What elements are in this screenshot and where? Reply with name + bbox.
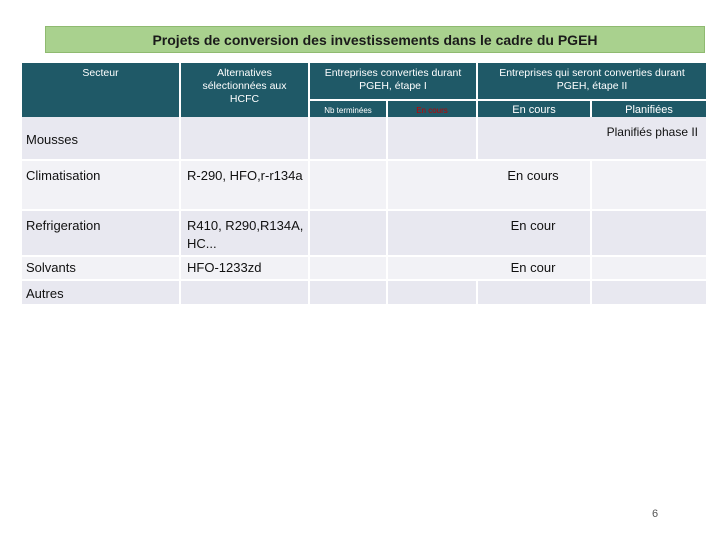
col-divider [590, 161, 592, 209]
table-row [22, 159, 706, 209]
table-row [22, 209, 706, 255]
cell-alternatives: HFO-1233zd [179, 253, 308, 283]
header-etape1-encours: En cours [386, 99, 476, 117]
cell-secteur: Climatisation [26, 168, 101, 183]
col-divider [179, 281, 181, 304]
col-divider [476, 117, 478, 159]
table-row [22, 117, 706, 159]
cell-secteur: Mousses [26, 132, 79, 147]
col-divider [590, 257, 592, 279]
cell-status: En cour [510, 260, 556, 275]
header-secteur: Secteur [22, 63, 179, 117]
cell-note-planifies: Planifiés phase II [606, 125, 698, 139]
col-divider [308, 117, 310, 159]
page-number: 6 [652, 508, 659, 520]
cell-secteur: Refrigeration [26, 218, 101, 233]
cell-status: En cours [507, 168, 559, 183]
col-divider [386, 117, 388, 159]
header-etape1: Entreprises converties durant PGEH, étape I [308, 63, 476, 99]
col-divider [308, 161, 310, 209]
col-divider [386, 161, 388, 209]
col-divider [308, 211, 310, 255]
col-divider [590, 281, 592, 304]
header-etape2-encours: En cours [476, 99, 590, 117]
col-divider [476, 281, 478, 304]
cell-alternatives: R-290, HFO,r-r134a [179, 161, 308, 209]
col-divider [386, 257, 388, 279]
col-divider [308, 281, 310, 304]
header-alternatives: Alternatives sélectionnées aux HCFC [179, 63, 308, 117]
col-divider [308, 257, 310, 279]
header-etape2-planifiees: Planifiées [590, 99, 706, 117]
slide-title: Projets de conversion des investissements dans le cadre du PGEH [45, 26, 705, 53]
col-divider [590, 211, 592, 255]
col-divider [386, 281, 388, 304]
col-divider [179, 117, 181, 159]
table-row [22, 255, 706, 279]
col-divider [386, 211, 388, 255]
cell-alternatives: R410, R290,R134A, HC... [179, 211, 308, 255]
header-etape1-termines: Nb terminées [308, 99, 386, 117]
cell-secteur: Solvants [26, 260, 76, 275]
header-etape2: Entreprises qui seront converties durant PGEH, étape II [476, 63, 706, 99]
cell-status: En cour [510, 218, 556, 233]
table-row [22, 279, 706, 304]
cell-secteur: Autres [26, 286, 64, 301]
